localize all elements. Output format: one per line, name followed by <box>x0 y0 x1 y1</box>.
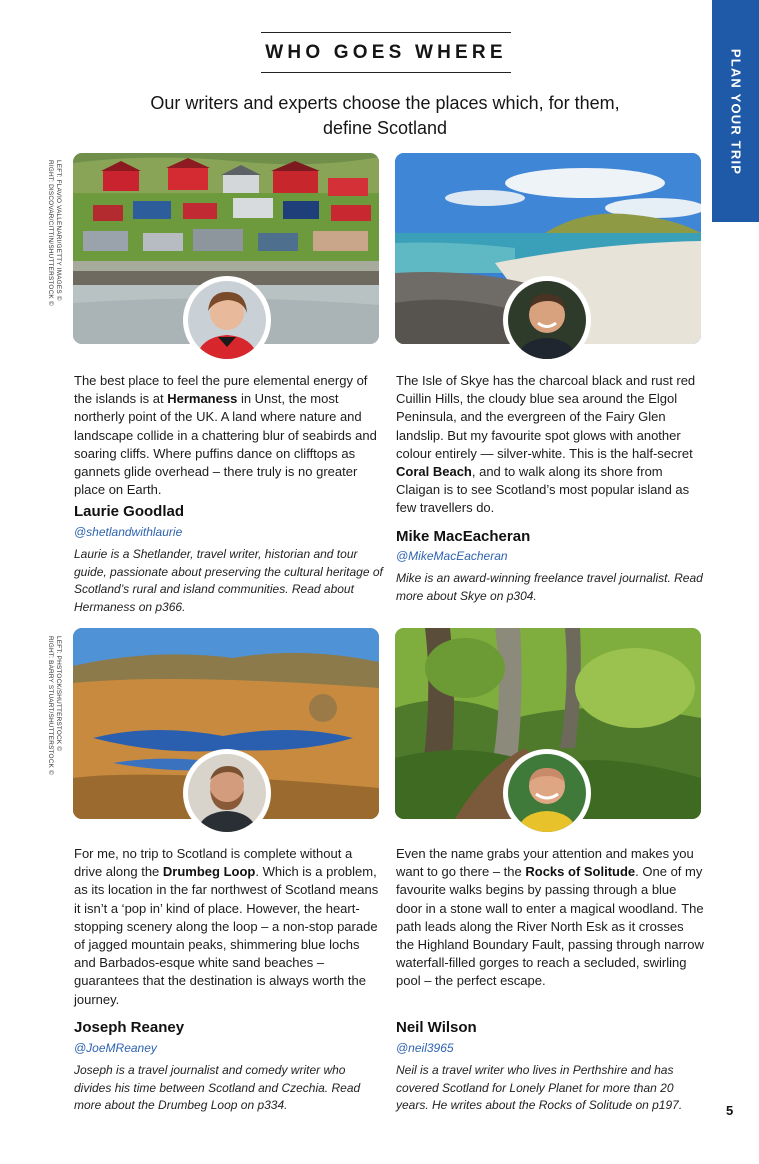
place-hermaness: Hermaness <box>167 391 238 407</box>
neil-wilson-avatar <box>503 749 591 837</box>
author-handle[interactable]: @shetlandwithlaurie <box>74 525 183 539</box>
page-subtitle <box>90 91 680 141</box>
laurie-goodlad-avatar <box>183 276 271 364</box>
place-coral-beach: Coral Beach <box>396 464 472 480</box>
joseph-reaney-text: For me, no trip to Scotland is complete without a drive along the Drumbeg Loop. Which is a problem, as its location in the far northwest of Scotland means it isn’t a ‘pop in’ kind of place. However, the heart-stopping scenery along the loop – a non-stop parade of jagged mountain peaks, shimmering blue lochs and Barbados-esque white sand beaches – guarantees that the destination is always worth the journey. <box>74 846 379 1007</box>
credit-top-right: RIGHT: DISCOVAR/CITTIN/SHUTTERSTOCK © <box>47 160 54 306</box>
author-name: Neil Wilson <box>396 1019 477 1036</box>
section-side-tab[interactable] <box>712 0 759 222</box>
author-handle[interactable]: @MikeMacEacheran <box>396 549 508 563</box>
credit-bottom-right: RIGHT: BARRY STUART/SHUTTERSTOCK © <box>47 636 54 775</box>
author-bio: Joseph is a travel journalist and comedy writer who divides his time between Scotland and Czechia. Read more about the Drumbeg Loop on p334. <box>74 1063 361 1112</box>
side-tab-label: PLAN YOUR TRIP <box>728 48 743 176</box>
author-name: Mike MacEacheran <box>396 528 531 545</box>
author-bio: Mike is an award-winning freelance travel journalist. Read more about Skye on p304. <box>396 571 703 603</box>
neil-wilson-text: Even the name grabs your attention and makes you want to go there – the Rocks of Solitude. One of my favourite walks begins by passing through a blue door in a stone wall to enter a magical woodland. The path leads along the River North Esk as it crosses the Highland Boundary Fault, passing through narrow waterfall-filled gorges to reach a secluded, swirling pool – the perfect escape. <box>396 846 704 989</box>
author-bio: Neil is a travel writer who lives in Perthshire and has covered Scotland for Lonely Planet for more than 20 years. He writes about the Rocks of Solitude on p197. <box>396 1063 683 1112</box>
author-bio: Laurie is a Shetlander, travel writer, historian and tour guide, passionate about preserving the cultural heritage of Scotland’s rural and island communities. Read about Hermaness on p366. <box>74 547 383 614</box>
photo-credit-top <box>47 160 69 360</box>
mike-maceacheran-text: The Isle of Skye has the charcoal black and rust red Cuillin Hills, the cloudy blue sea around the Elgol Peninsula, and the evergreen of the Fairy Glen landslip. But my favourite spot glows with another colour entirely — silver-white. This is the half-secret Coral Beach, and to walk along its shore from Claigan is to see Scotland’s most popular island as few travellers do. <box>396 373 696 516</box>
header <box>261 32 511 73</box>
joseph-reaney-avatar <box>183 749 271 837</box>
author-name: Laurie Goodlad <box>74 503 185 520</box>
place-drumbeg-loop: Drumbeg Loop <box>162 864 256 880</box>
page-number: 5 <box>726 1103 734 1118</box>
credit-top-left: LEFT: FLAVIO VALLENARI/GETTY IMAGES © <box>55 160 62 301</box>
subtitle-line-2: define Scotland <box>322 118 448 138</box>
title-rule-bottom <box>261 72 511 73</box>
author-handle[interactable]: @neil3965 <box>396 1041 454 1055</box>
subtitle-line-1: Our writers and experts choose the places which, for them, <box>150 93 620 113</box>
author-name: Joseph Reaney <box>74 1019 185 1036</box>
credit-bottom-left: LEFT: PHSTOCK/SHUTTERSTOCK © <box>55 636 62 752</box>
page-title: WHO GOES WHERE <box>265 42 507 63</box>
laurie-goodlad-text: The best place to feel the pure elemental energy of the islands is at Hermaness in Unst, the most northerly point of the UK. A land where nature and landscape collide in a chattering blur of seabirds and soaring cliffs. Where puffins dance on clifftops as gannets glide overhead – there truly is no greater place on Earth. <box>74 373 377 498</box>
photo-credit-bottom <box>47 636 69 836</box>
place-rocks-of-solitude: Rocks of Solitude <box>525 864 636 880</box>
mike-maceacheran-avatar <box>503 276 591 364</box>
author-handle[interactable]: @JoeMReaney <box>74 1041 157 1055</box>
